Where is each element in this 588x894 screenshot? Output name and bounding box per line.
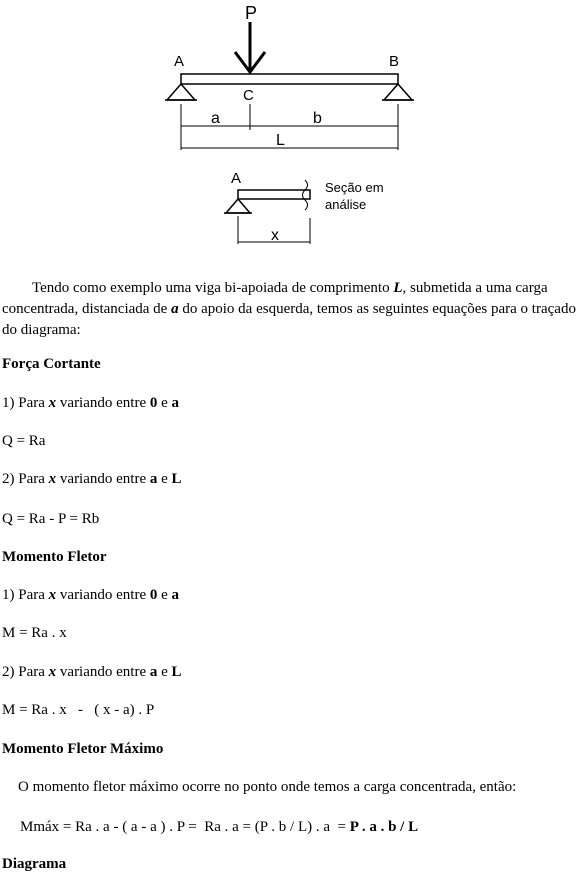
point-c-label: C xyxy=(243,87,254,104)
moment-equation-2: M = Ra . x - ( x - a) . P xyxy=(2,702,155,718)
dim-a-label: a xyxy=(211,110,220,127)
moment-case2: 2) Para x variando entre a e L xyxy=(2,664,182,680)
section-label-line1: Seção em xyxy=(325,180,384,195)
intro-paragraph xyxy=(2,278,584,341)
max-moment-equation: Mmáx = Ra . a - ( a - a ) . P = Ra . a = (P . b / L) . a = P . a . b / L xyxy=(20,819,419,835)
shear-case1: 1) Para x variando entre 0 e a xyxy=(2,395,180,411)
moment-heading: Momento Fletor xyxy=(2,549,107,565)
diagram-heading: Diagrama xyxy=(2,856,67,872)
section-beam xyxy=(238,190,310,199)
dim-b-label: b xyxy=(313,110,322,127)
section-support xyxy=(226,199,250,213)
dim-x-label: x xyxy=(271,227,279,244)
intro-text-1: Tendo como exemplo uma viga bi-apoiada de comprimento xyxy=(32,280,394,296)
max-moment-result: P . a . b / L xyxy=(349,819,419,835)
section-label-line2: análise xyxy=(325,197,367,212)
dim-L-label: L xyxy=(276,132,285,149)
moment-case1: 1) Para x variando entre 0 e a xyxy=(2,587,180,603)
shear-equation-2: Q = Ra - P = Rb xyxy=(2,511,100,527)
intro-var-a: a xyxy=(171,301,179,317)
shear-heading: Força Cortante xyxy=(2,356,101,372)
moment-equation-1: M = Ra . x xyxy=(2,625,67,641)
support-right-label: B xyxy=(389,53,400,70)
intro-text-2: , submetida a uma carga concentrada, distanciada de xyxy=(2,280,548,317)
section-support-label: A xyxy=(231,170,242,187)
load-label: P xyxy=(245,3,258,23)
intro-text-3: do apoio da esquerda, temos as seguintes equações para o traçado do diagrama: xyxy=(2,301,576,338)
intro-var-L: L xyxy=(393,280,403,296)
shear-case2: 2) Para x variando entre a e L xyxy=(2,471,182,487)
max-moment-heading: Momento Fletor Máximo xyxy=(2,741,164,757)
support-left-label: A xyxy=(174,53,185,70)
section-figure xyxy=(0,0,588,260)
max-moment-text: O momento fletor máximo ocorre no ponto onde temos a carga concentrada, então: xyxy=(18,779,517,795)
shear-equation-1: Q = Ra xyxy=(2,433,46,449)
